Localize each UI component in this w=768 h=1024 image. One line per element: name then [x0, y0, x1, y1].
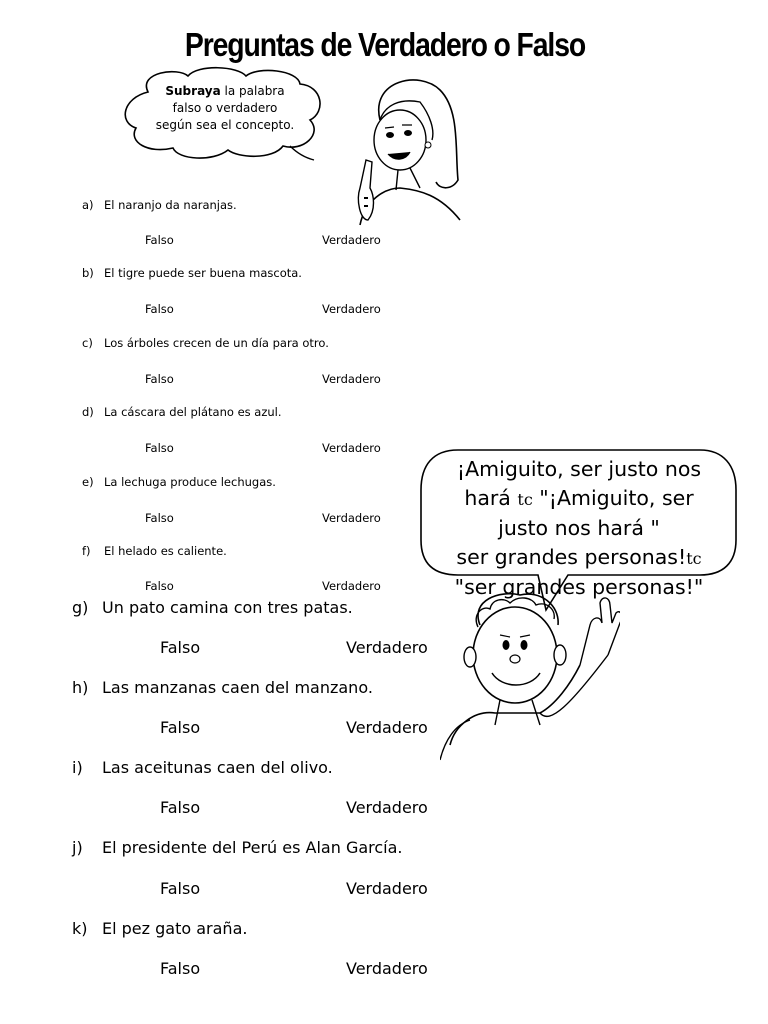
question-text: Las manzanas caen del manzano.	[102, 678, 373, 697]
question-letter: b)	[82, 266, 94, 280]
question-text: La lechuga produce lechugas.	[104, 475, 276, 489]
answer-false-f[interactable]: Falso	[145, 579, 174, 593]
question-a	[82, 198, 237, 212]
question-letter: i)	[72, 758, 83, 777]
cloud-line2: falso o verdadero	[172, 101, 278, 115]
question-c	[82, 336, 329, 350]
question-letter: h)	[72, 678, 89, 697]
cloud-instruction	[130, 83, 320, 134]
speech-line2a: hará	[464, 486, 518, 510]
answer-true-d[interactable]: Verdadero	[322, 441, 381, 455]
question-text: El naranjo da naranjas.	[104, 198, 237, 212]
question-letter: j)	[72, 838, 83, 857]
question-letter: g)	[72, 598, 89, 617]
cloud-line3: según sea el concepto.	[155, 118, 295, 132]
answer-false-h[interactable]: Falso	[160, 718, 201, 737]
answer-true-j[interactable]: Verdadero	[346, 879, 428, 898]
question-i	[72, 758, 333, 777]
speech-bubble-text	[423, 455, 735, 602]
answer-true-f[interactable]: Verdadero	[322, 579, 381, 593]
answer-false-b[interactable]: Falso	[145, 302, 174, 316]
question-h	[72, 678, 373, 697]
page-title: Preguntas de Verdadero o Falso	[184, 26, 586, 63]
speech-line2-tc: tc	[517, 490, 533, 509]
answer-false-g[interactable]: Falso	[160, 638, 201, 657]
question-letter: c)	[82, 336, 93, 350]
question-letter: k)	[72, 919, 88, 938]
answer-true-b[interactable]: Verdadero	[322, 302, 381, 316]
answer-true-a[interactable]: Verdadero	[322, 233, 381, 247]
question-text: El helado es caliente.	[104, 544, 227, 558]
speech-line3: justo nos hará "	[498, 516, 660, 540]
speech-line4a: ser grandes personas!	[456, 545, 687, 569]
answer-true-k[interactable]: Verdadero	[346, 959, 428, 978]
answer-false-a[interactable]: Falso	[145, 233, 174, 247]
answer-true-c[interactable]: Verdadero	[322, 372, 381, 386]
answer-true-g[interactable]: Verdadero	[346, 638, 428, 657]
girl-teacher-illustration	[340, 70, 480, 230]
question-text: El pez gato araña.	[102, 919, 248, 938]
answer-false-j[interactable]: Falso	[160, 879, 201, 898]
question-text: Las aceitunas caen del olivo.	[102, 758, 333, 777]
speech-line4-tc: tc	[686, 549, 702, 568]
speech-line1: ¡Amiguito, ser justo nos	[456, 457, 702, 481]
question-letter: d)	[82, 405, 94, 419]
answer-false-d[interactable]: Falso	[145, 441, 174, 455]
answer-false-i[interactable]: Falso	[160, 798, 201, 817]
speech-line5: "ser grandes personas!"	[454, 575, 704, 599]
speech-line2b: "¡Amiguito, ser	[532, 486, 694, 510]
question-text: El presidente del Perú es Alan García.	[102, 838, 403, 857]
question-letter: a)	[82, 198, 94, 212]
question-e	[82, 475, 276, 489]
cloud-bold-word: Subraya	[165, 84, 221, 98]
question-f	[82, 544, 227, 558]
question-g	[72, 598, 353, 617]
question-text: La cáscara del plátano es azul.	[104, 405, 282, 419]
question-text: Los árboles crecen de un día para otro.	[104, 336, 329, 350]
answer-false-e[interactable]: Falso	[145, 511, 174, 525]
boy-waving-illustration	[440, 585, 620, 765]
question-letter: f)	[82, 544, 91, 558]
answer-false-c[interactable]: Falso	[145, 372, 174, 386]
question-d	[82, 405, 282, 419]
question-k	[72, 919, 247, 938]
question-j	[72, 838, 403, 857]
answer-false-k[interactable]: Falso	[160, 959, 201, 978]
question-text: Un pato camina con tres patas.	[102, 598, 353, 617]
answer-true-h[interactable]: Verdadero	[346, 718, 428, 737]
cloud-line1: la palabra	[220, 84, 285, 98]
question-b	[82, 266, 302, 280]
question-text: El tigre puede ser buena mascota.	[104, 266, 302, 280]
answer-true-i[interactable]: Verdadero	[346, 798, 428, 817]
answer-true-e[interactable]: Verdadero	[322, 511, 381, 525]
question-letter: e)	[82, 475, 94, 489]
